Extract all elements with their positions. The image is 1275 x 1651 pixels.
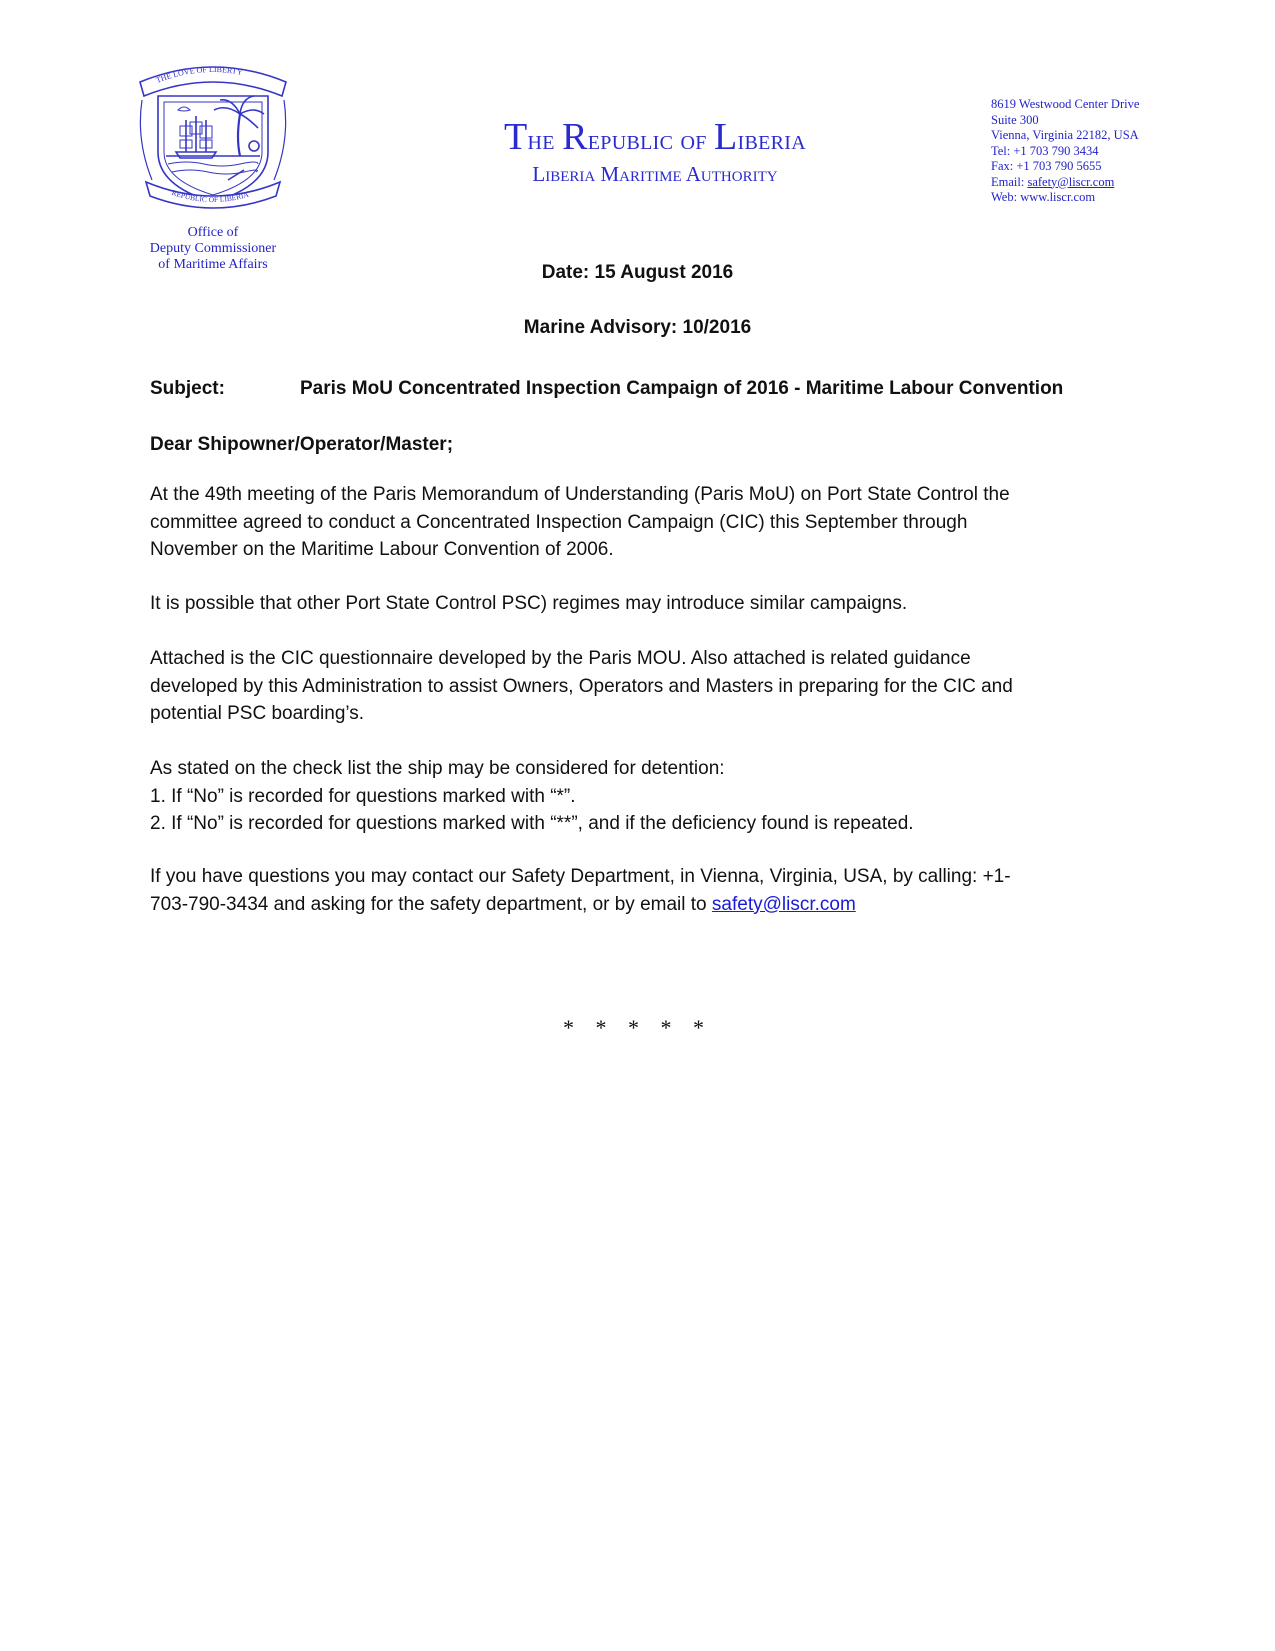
seal-bottom-text: REPUBLIC OF LIBERIA	[170, 187, 250, 205]
address-line: 8619 Westwood Center Drive	[991, 97, 1140, 111]
paragraph-2	[150, 590, 1130, 618]
advisory-number: Marine Advisory: 10/2016	[523, 317, 752, 338]
header-email-link[interactable]: safety@liscr.com	[1027, 174, 1115, 189]
paragraph-1	[150, 481, 1130, 564]
email-line: Email: safety@liscr.com	[991, 174, 1115, 189]
authority-subtitle: Liberia Maritime Authority	[532, 162, 778, 186]
salutation: Dear Shipowner/Operator/Master;	[150, 434, 454, 455]
office-line: Deputy Commissioner	[149, 241, 277, 256]
address-block	[991, 97, 1191, 206]
contact-email-link[interactable]: safety@liscr.com	[711, 893, 856, 915]
paragraph-line: 703-790-3434 and asking for the safety department, or by email to safety@liscr.com	[150, 893, 856, 915]
subject-line	[150, 378, 1150, 400]
subject-text: Paris MoU Concentrated Inspection Campaign of 2016 - Maritime Labour Convention	[300, 378, 1064, 399]
paragraph-line: Attached is the CIC questionnaire developed by the Paris MOU. Also attached is related guidance	[150, 648, 971, 669]
liberia-seal-icon	[136, 60, 290, 212]
paragraph-4	[150, 755, 1130, 838]
paragraph-line: developed by this Administration to assist Owners, Operators and Masters in preparing for the CIC and	[150, 675, 1013, 697]
paragraph-3	[150, 645, 1130, 728]
office-line: of Maritime Affairs	[158, 257, 268, 272]
address-line: Vienna, Virginia 22182, USA	[991, 128, 1139, 142]
seal-motto-text: THE LOVE OF LIBERTY	[154, 64, 244, 85]
end-mark: * * * * *	[563, 1015, 712, 1040]
document-date: Date: 15 August 2016	[541, 262, 734, 283]
paragraph-line: It is possible that other Port State Control PSC) regimes may introduce similar campaigns.	[150, 593, 908, 614]
subject-label: Subject:	[150, 378, 225, 399]
letterhead-title	[440, 116, 870, 188]
paragraph-line: committee agreed to conduct a Concentrated Inspection Campaign (CIC) this September through	[150, 511, 968, 533]
web-line: Web: www.liscr.com	[991, 190, 1096, 204]
list-item: 1. If “No” is recorded for questions marked with “*”.	[150, 785, 576, 807]
list-item: 2. If “No” is recorded for questions marked with “**”, and if the deficiency found is repeated.	[150, 813, 914, 835]
paragraph-line: If you have questions you may contact our Safety Department, in Vienna, Virginia, USA, by calling: +1-	[150, 866, 1011, 887]
paragraph-line: potential PSC boarding’s.	[150, 703, 365, 725]
paragraph-5	[150, 863, 1130, 918]
address-line: Suite 300	[991, 112, 1039, 127]
paragraph-line: As stated on the check list the ship may be considered for detention:	[150, 758, 725, 779]
tel-line: Tel: +1 703 790 3434	[991, 143, 1099, 158]
fax-line: Fax: +1 703 790 5655	[991, 159, 1102, 173]
paragraph-line: At the 49th meeting of the Paris Memorandum of Understanding (Paris MoU) on Port State Control the	[150, 484, 1010, 505]
paragraph-line: November on the Maritime Labour Convention of 2006.	[150, 539, 614, 561]
republic-title: The Republic of Liberia	[504, 116, 806, 158]
office-line: Office of	[187, 225, 239, 240]
